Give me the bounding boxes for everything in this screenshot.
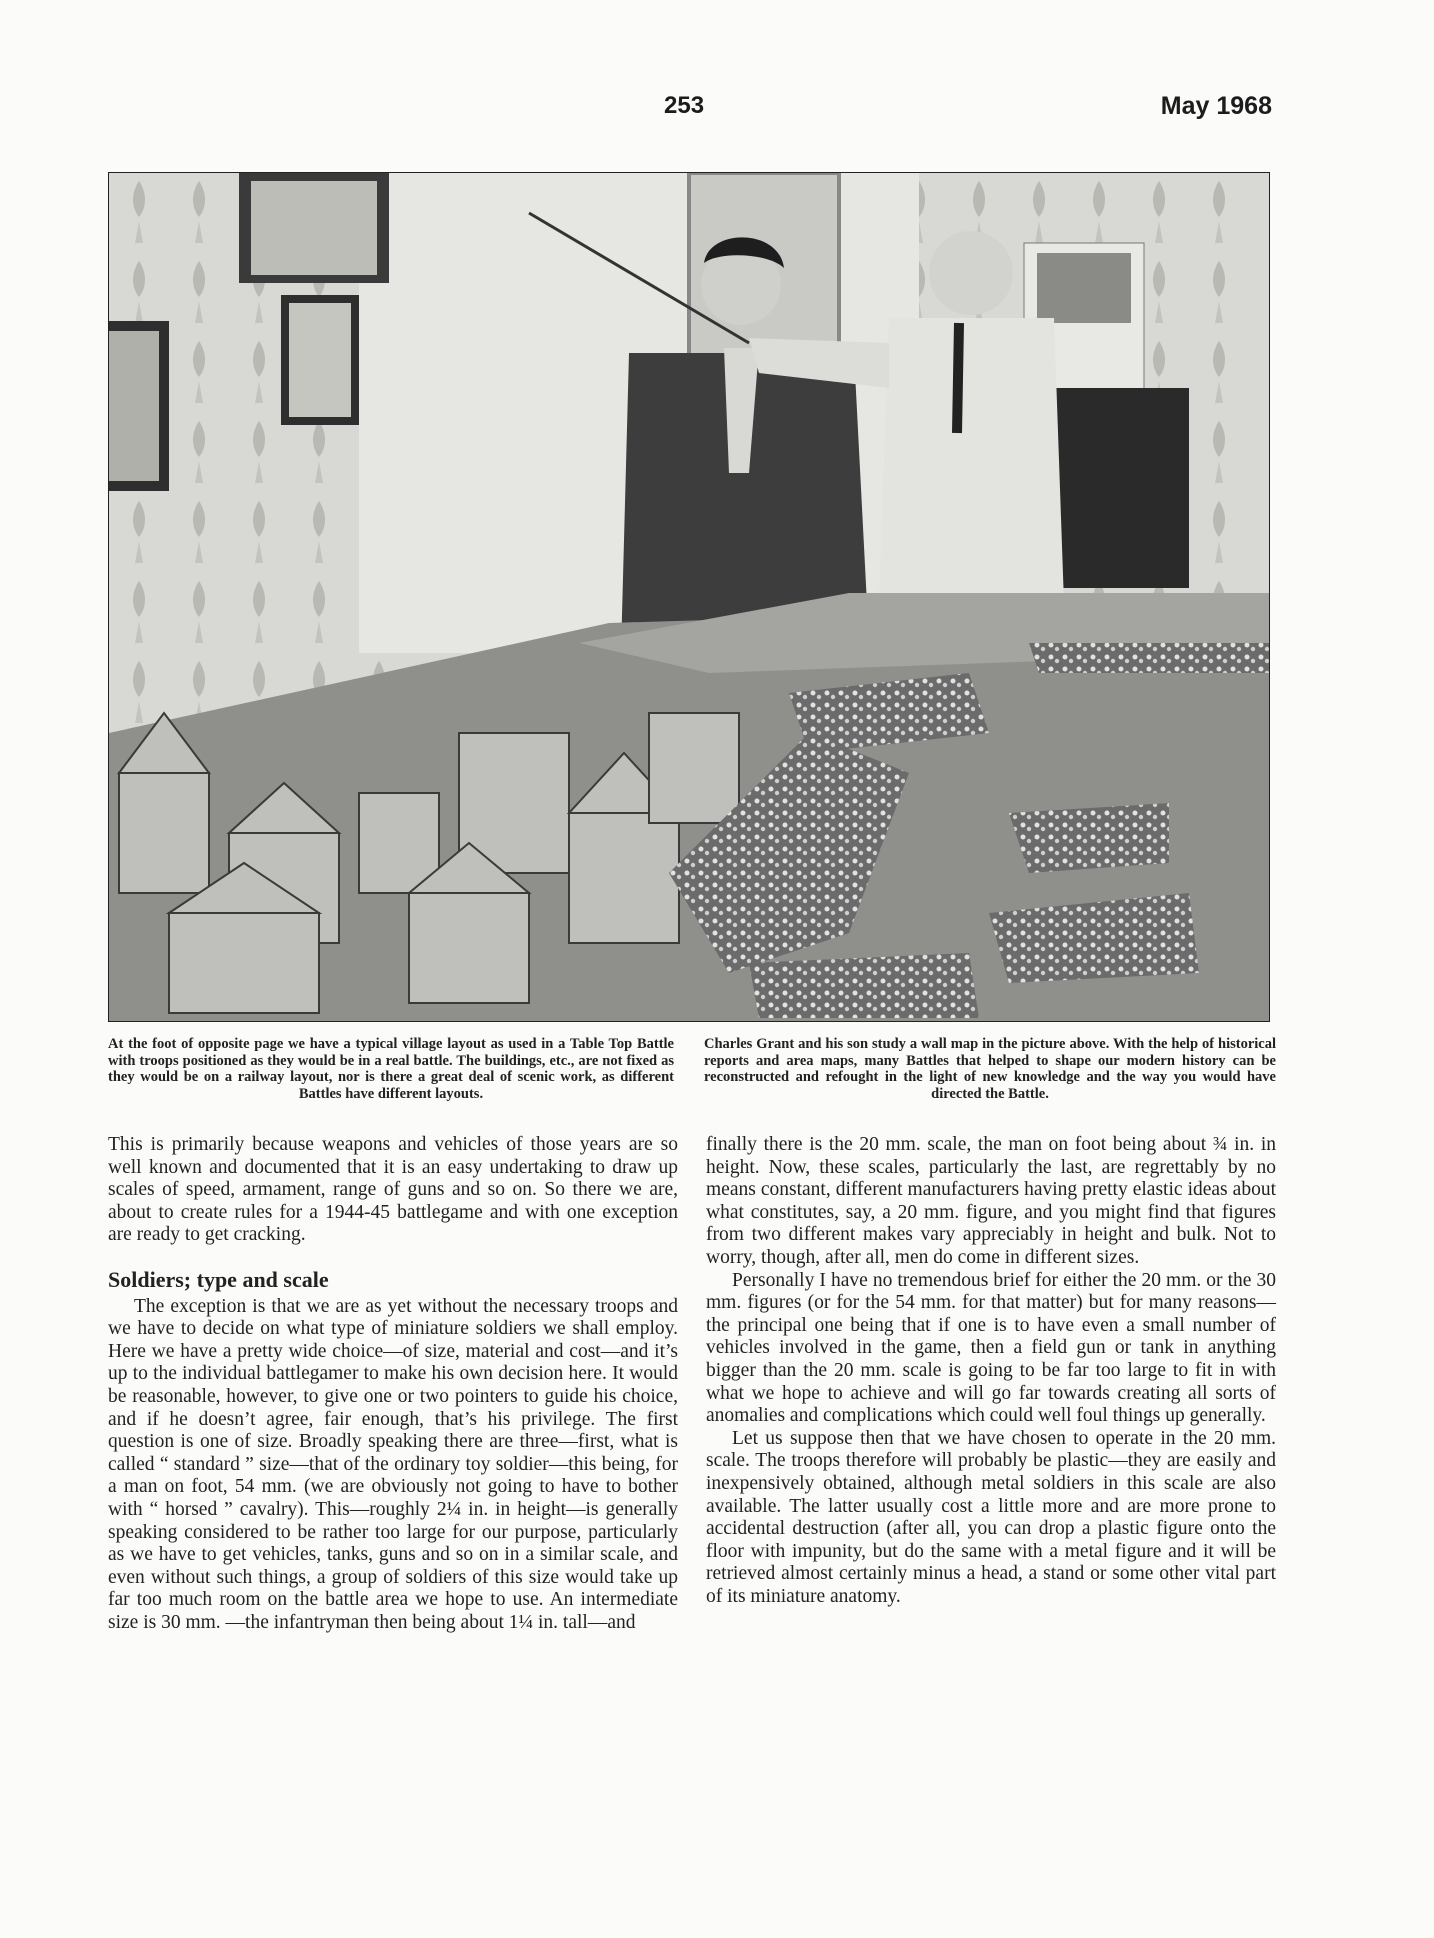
article-column-right (706, 1134, 1276, 1608)
article-column-left (108, 1134, 678, 1634)
caption-left: At the foot of opposite page we have a typical village layout as used in a Table Top Battle with troops positioned as they would be in a real battle. The buildings, etc., are not fixed as they would be on a railway layout, nor is there a great deal of scenic work, as different Battles have different layouts. (108, 1036, 674, 1102)
photo-illustration (109, 173, 1269, 1021)
body-paragraph: The exception is that we are as yet without the necessary troops and we have to decide on what type of miniature soldiers we shall employ. Here we have a pretty wide choice—of size, material and cost—and it’s up to the individual battlegamer to make his own decision here. It would be reasonable, however, to give one or two pointers to guide his choice, and if he doesn’t agree, fair enough, that’s his privilege. The first question is one of size. Broadly speaking there are three—first, what is called “ standard ” size—that of the ordinary toy soldier—this being, for a man on foot, 54 mm. (we are obviously not going to have to bother with “ horsed ” cavalry). This—roughly 2¼ in. in height—is generally speaking considered to be rather too large for our purpose, particularly as we have to get vehicles, tanks, guns and so on in a similar scale, and even without such things, a group of soldiers of this size would take up far too much room on the battle area we hope to use. An intermediate size is 30 mm. —the infantryman then being about 1¼ in. tall—and (108, 1295, 678, 1633)
body-paragraph: Let us suppose then that we have chosen to operate in the 20 mm. scale. The troops therefore will probably be plastic—they are easily and inexpensively obtained, although metal soldiers in this scale are also available. The latter usually cost a little more and are more prone to accidental destruction (after all, you can drop a plastic figure onto the floor with impunity, but do the same with a metal figure and it will be retrieved almost certainly minus a head, a stand or some other vital part of its miniature anatomy. (706, 1427, 1276, 1607)
issue-date: May 1968 (1160, 92, 1272, 120)
page-number: 253 (664, 92, 705, 119)
body-paragraph: finally there is the 20 mm. scale, the man on foot being about ¾ in. in height. Now, these scales, particularly the last, are regrettably by no means constant, different manufacturers having pretty elastic ideas about what constitutes, say, a 20 mm. figure, and you might find that figures from two different makes vary appreciably in height and bulk. Not to worry, though, after all, men do come in different sizes. (706, 1134, 1276, 1268)
section-heading: Soldiers; type and scale (108, 1266, 329, 1292)
caption-right: Charles Grant and his son study a wall map in the picture above. With the help of historical reports and area maps, many Battles that helped to shape our modern history can be reconstructed and refought in the light of new knowledge and the way you would have directed the Battle. (704, 1036, 1276, 1102)
intro-paragraph: This is primarily because weapons and vehicles of those years are so well known and documented that it is an easy undertaking to draw up scales of speed, armament, range of guns and so on. So there we are, about to create rules for a 1944-45 battlegame and with one exception are ready to get cracking. (108, 1134, 678, 1246)
body-paragraph: Personally I have no tremendous brief for either the 20 mm. or the 30 mm. figures (or for the 54 mm. for that matter) but for many reasons—the principal one being that if one is to have even a small number of vehicles involved in the game, then a field gun or tank in anything bigger than the 20 mm. scale is going to be far too large to fit in with what we hope to achieve and will go far towards creating all sorts of anomalies and complications which could well foul things up generally. (706, 1269, 1276, 1427)
photograph (108, 172, 1270, 1022)
